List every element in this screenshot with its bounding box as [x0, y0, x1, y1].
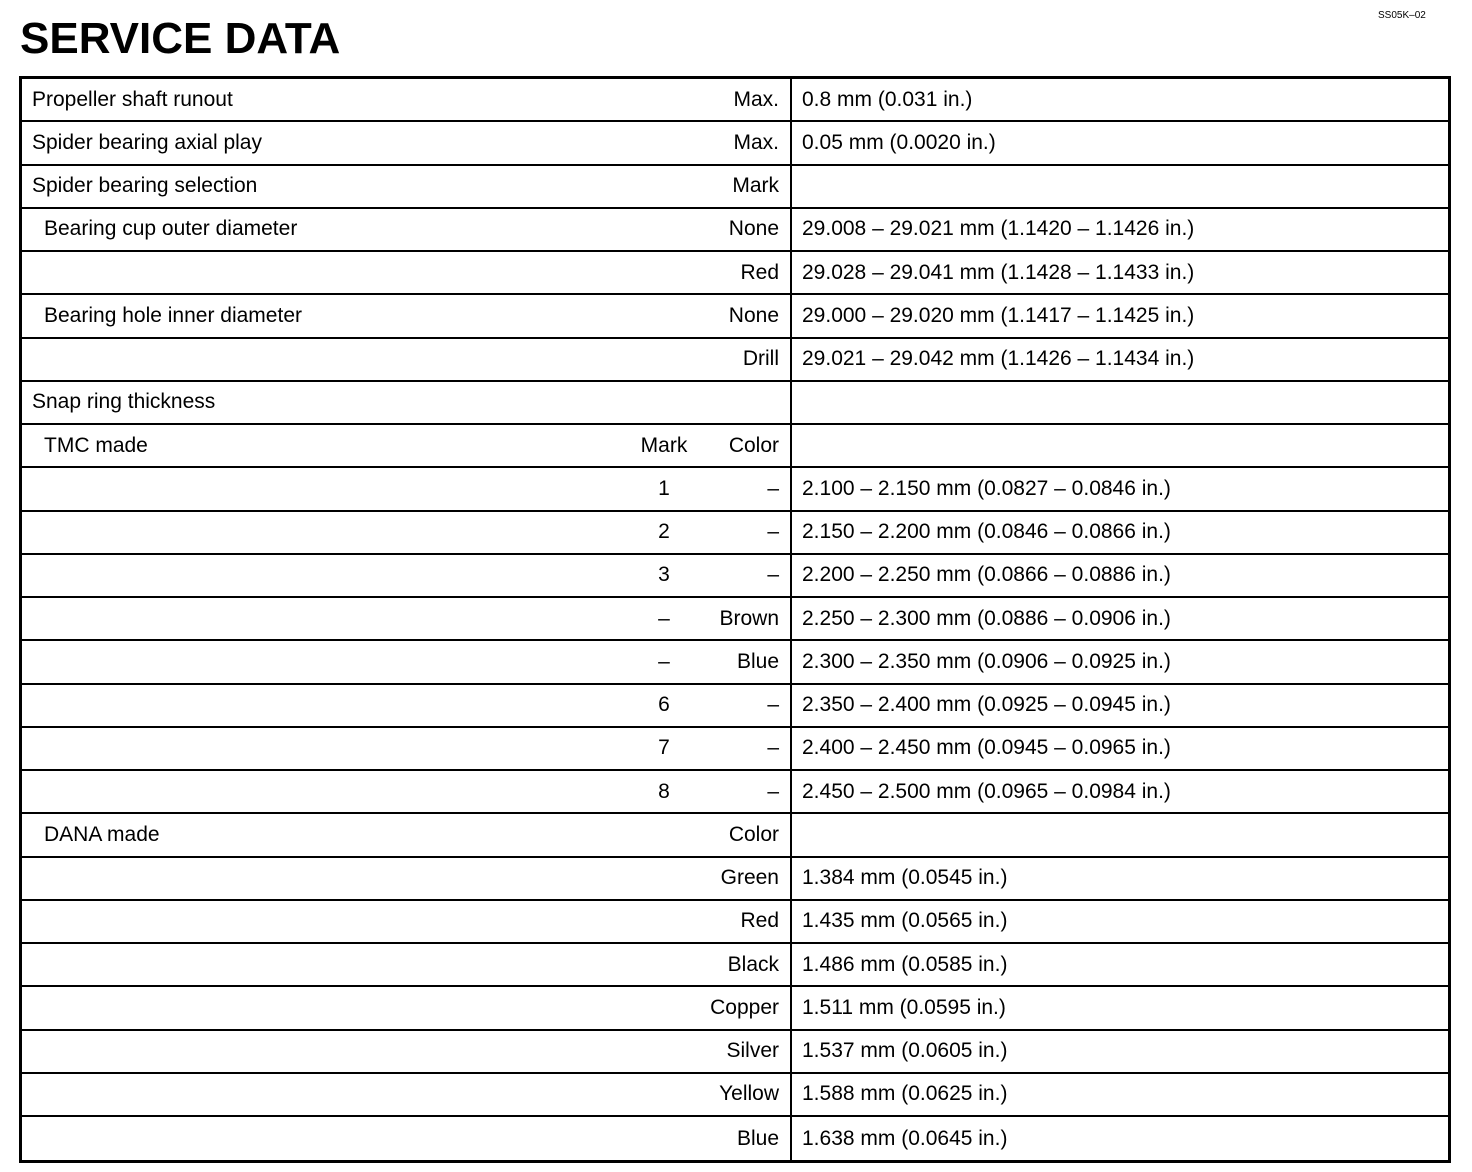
table-row	[22, 252, 1448, 295]
table-row	[22, 382, 1448, 425]
spec-item-cell	[22, 1074, 792, 1115]
spec-qualifier: Max.	[733, 130, 779, 154]
table-row	[22, 858, 1448, 901]
spec-qualifier: Yellow	[719, 1082, 779, 1106]
spec-qualifier: Red	[740, 909, 779, 933]
spec-item-cell	[22, 685, 792, 726]
spec-value: 2.400 – 2.450 mm (0.0945 – 0.0965 in.)	[802, 736, 1171, 760]
spec-item-cell	[22, 209, 792, 250]
spec-qualifier: Copper	[710, 995, 779, 1019]
table-row	[22, 339, 1448, 382]
spec-value	[792, 425, 1448, 466]
spec-qualifier: Blue	[736, 1126, 779, 1150]
table-row	[22, 641, 1448, 684]
spec-qualifier: Mark	[732, 174, 779, 198]
spec-value: 2.100 – 2.150 mm (0.0827 – 0.0846 in.)	[802, 476, 1171, 500]
spec-item-cell	[22, 728, 792, 769]
spec-item-cell	[22, 166, 792, 207]
spec-item-cell	[22, 814, 792, 855]
spec-value: 1.384 mm (0.0545 in.)	[802, 866, 1008, 890]
spec-item-cell	[22, 79, 792, 120]
spec-qualifier: –	[767, 693, 779, 717]
spec-qualifier: Green	[720, 866, 779, 890]
spec-qualifier: –	[767, 520, 779, 544]
spec-value: 0.8 mm (0.031 in.)	[802, 87, 973, 111]
spec-qualifier: Black	[727, 952, 779, 976]
spec-item-cell	[22, 555, 792, 596]
table-row	[22, 598, 1448, 641]
spec-mark: 3	[658, 563, 670, 587]
page-title: SERVICE DATA	[20, 14, 341, 63]
spec-qualifier: Color	[728, 433, 779, 457]
spec-qualifier: –	[767, 476, 779, 500]
spec-item-cell	[22, 339, 792, 380]
spec-item-label: Snap ring thickness	[32, 390, 216, 414]
spec-value	[792, 166, 1448, 207]
spec-value: 1.435 mm (0.0565 in.)	[802, 909, 1008, 933]
spec-mark: Mark	[640, 433, 688, 457]
table-row	[22, 771, 1448, 814]
spec-item-label: Propeller shaft runout	[32, 87, 233, 111]
spec-value: 1.588 mm (0.0625 in.)	[802, 1082, 1008, 1106]
table-row	[22, 1031, 1448, 1074]
spec-value: 2.150 – 2.200 mm (0.0846 – 0.0866 in.)	[802, 520, 1171, 544]
table-row	[22, 1117, 1448, 1160]
spec-value: 29.028 – 29.041 mm (1.1428 – 1.1433 in.)	[802, 260, 1195, 284]
spec-item-cell	[22, 771, 792, 812]
spec-value: 29.021 – 29.042 mm (1.1426 – 1.1434 in.)	[802, 347, 1195, 371]
table-row	[22, 209, 1448, 252]
spec-value: 1.638 mm (0.0645 in.)	[802, 1126, 1008, 1150]
spec-item-cell	[22, 901, 792, 942]
spec-qualifier: Color	[728, 822, 779, 846]
spec-value: 29.008 – 29.021 mm (1.1420 – 1.1426 in.)	[802, 217, 1195, 241]
table-row	[22, 468, 1448, 511]
spec-item-cell	[22, 641, 792, 682]
spec-mark: 1	[658, 476, 670, 500]
table-row	[22, 425, 1448, 468]
spec-item-cell	[22, 252, 792, 293]
table-row	[22, 555, 1448, 598]
table-row	[22, 728, 1448, 771]
spec-value: 2.250 – 2.300 mm (0.0886 – 0.0906 in.)	[802, 606, 1171, 630]
spec-item-label: Bearing cup outer diameter	[44, 217, 298, 241]
table-row	[22, 512, 1448, 555]
spec-item-label: Spider bearing selection	[32, 174, 258, 198]
spec-item-label: Spider bearing axial play	[32, 130, 262, 154]
table-row	[22, 814, 1448, 857]
spec-item-cell	[22, 858, 792, 899]
spec-qualifier: None	[728, 217, 779, 241]
table-row	[22, 166, 1448, 209]
spec-item-cell	[22, 425, 792, 466]
spec-mark: –	[658, 606, 670, 630]
spec-qualifier: –	[767, 563, 779, 587]
spec-mark: –	[658, 649, 670, 673]
spec-qualifier: Brown	[719, 606, 779, 630]
spec-item-cell	[22, 1117, 792, 1160]
spec-item-cell	[22, 122, 792, 163]
spec-item-cell	[22, 1031, 792, 1072]
spec-value: 0.05 mm (0.0020 in.)	[802, 130, 996, 154]
spec-mark: 2	[658, 520, 670, 544]
spec-qualifier: Red	[740, 260, 779, 284]
spec-value: 1.537 mm (0.0605 in.)	[802, 1039, 1008, 1063]
spec-value: 2.450 – 2.500 mm (0.0965 – 0.0984 in.)	[802, 779, 1171, 803]
spec-item-cell	[22, 512, 792, 553]
spec-qualifier: None	[728, 303, 779, 327]
spec-item-label: Bearing hole inner diameter	[44, 303, 302, 327]
service-data-table	[19, 76, 1451, 1163]
table-row	[22, 79, 1448, 122]
table-row	[22, 944, 1448, 987]
spec-value: 1.511 mm (0.0595 in.)	[802, 995, 1006, 1019]
table-row	[22, 685, 1448, 728]
spec-value: 2.200 – 2.250 mm (0.0866 – 0.0886 in.)	[802, 563, 1171, 587]
spec-item-cell	[22, 987, 792, 1028]
spec-item-cell	[22, 468, 792, 509]
spec-value	[792, 382, 1448, 423]
spec-item-cell	[22, 944, 792, 985]
table-row	[22, 122, 1448, 165]
document-code: SS05K–02	[1378, 10, 1426, 21]
spec-qualifier: Silver	[726, 1039, 779, 1063]
table-row	[22, 901, 1448, 944]
spec-value: 1.486 mm (0.0585 in.)	[802, 952, 1008, 976]
table-row	[22, 295, 1448, 338]
spec-item-label: TMC made	[44, 433, 148, 457]
spec-value: 2.300 – 2.350 mm (0.0906 – 0.0925 in.)	[802, 649, 1171, 673]
spec-item-label: DANA made	[44, 822, 160, 846]
table-row	[22, 1074, 1448, 1117]
spec-mark: 7	[658, 736, 670, 760]
spec-value: 29.000 – 29.020 mm (1.1417 – 1.1425 in.)	[802, 303, 1195, 327]
table-row	[22, 987, 1448, 1030]
spec-qualifier: Max.	[733, 87, 779, 111]
spec-value	[792, 814, 1448, 855]
spec-item-cell	[22, 295, 792, 336]
spec-item-cell	[22, 382, 792, 423]
spec-item-cell	[22, 598, 792, 639]
spec-qualifier: –	[767, 736, 779, 760]
spec-mark: 6	[658, 693, 670, 717]
spec-qualifier: –	[767, 779, 779, 803]
spec-qualifier: Blue	[736, 649, 779, 673]
spec-value: 2.350 – 2.400 mm (0.0925 – 0.0945 in.)	[802, 693, 1171, 717]
spec-qualifier: Drill	[742, 347, 779, 371]
spec-mark: 8	[658, 779, 670, 803]
